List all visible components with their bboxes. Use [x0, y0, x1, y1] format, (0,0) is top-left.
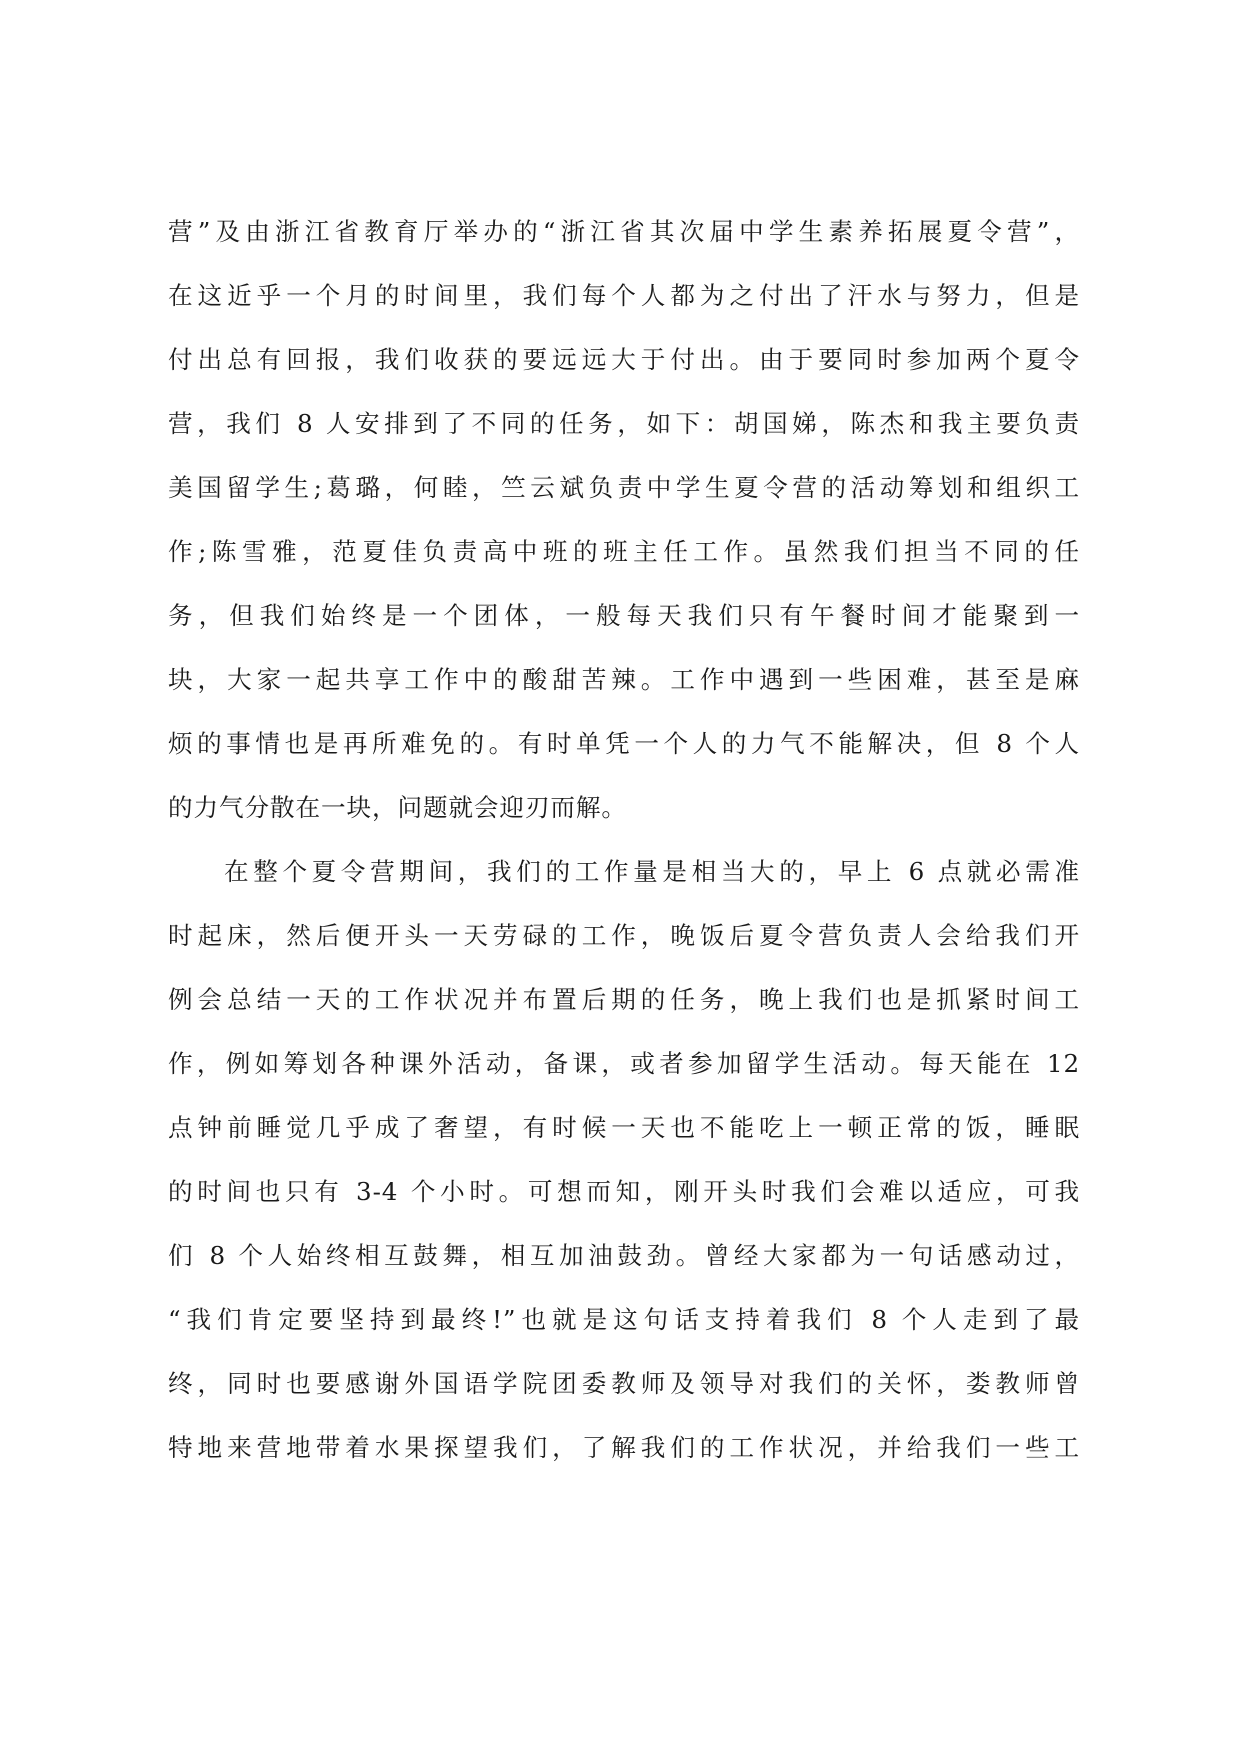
text-line: 块，大家一起共享工作中的酸甜苦辣。工作中遇到一些困难，甚至是麻: [168, 665, 1080, 694]
text-line: 在这近乎一个月的时间里，我们每个人都为之付出了汗水与努力，但是: [168, 281, 1080, 310]
text-line: 时起床，然后便开头一天劳碌的工作，晚饭后夏令营负责人会给我们开: [168, 921, 1080, 950]
text-line: 例会总结一天的工作状况并布置后期的任务，晚上我们也是抓紧时间工: [168, 985, 1080, 1014]
text-line: 的力气分散在一块，问题就会迎刃而解。: [168, 793, 627, 822]
paragraph-2: [168, 840, 1080, 1480]
paragraph-1: [168, 200, 1080, 840]
text-line: 作;陈雪雅，范夏佳负责高中班的班主任工作。虽然我们担当不同的任: [168, 537, 1080, 566]
text-line: 在整个夏令营期间，我们的工作量是相当大的，早上 6 点就必需准: [224, 857, 1080, 886]
text-line: 特地来营地带着水果探望我们，了解我们的工作状况，并给我们一些工: [168, 1433, 1080, 1462]
text-line: 营，我们 8 人安排到了不同的任务，如下：胡国娣，陈杰和我主要负责: [168, 409, 1080, 438]
text-line: 营”及由浙江省教育厅举办的“浙江省其次届中学生素养拓展夏令营”，: [168, 217, 1080, 246]
text-line: 点钟前睡觉几乎成了奢望，有时候一天也不能吃上一顿正常的饭，睡眠: [168, 1113, 1080, 1142]
text-line: 付出总有回报，我们收获的要远远大于付出。由于要同时参加两个夏令: [168, 345, 1080, 374]
text-line: 们 8 个人始终相互鼓舞，相互加油鼓劲。曾经大家都为一句话感动过，: [168, 1241, 1080, 1270]
text-line: 的时间也只有 3-4 个小时。可想而知，刚开头时我们会难以适应，可我: [168, 1177, 1080, 1206]
text-line: 务，但我们始终是一个团体，一般每天我们只有午餐时间才能聚到一: [168, 601, 1080, 630]
document-body: [168, 200, 1080, 1480]
text-line: 烦的事情也是再所难免的。有时单凭一个人的力气不能解决，但 8 个人: [168, 729, 1080, 758]
text-line: “我们肯定要坚持到最终!”也就是这句话支持着我们 8 个人走到了最: [168, 1305, 1080, 1334]
text-line: 美国留学生;葛璐，何睦，竺云斌负责中学生夏令营的活动筹划和组织工: [168, 473, 1080, 502]
text-line: 终，同时也要感谢外国语学院团委教师及领导对我们的关怀，娄教师曾: [168, 1369, 1080, 1398]
text-line: 作，例如筹划各种课外活动，备课，或者参加留学生活动。每天能在 12: [168, 1049, 1080, 1078]
